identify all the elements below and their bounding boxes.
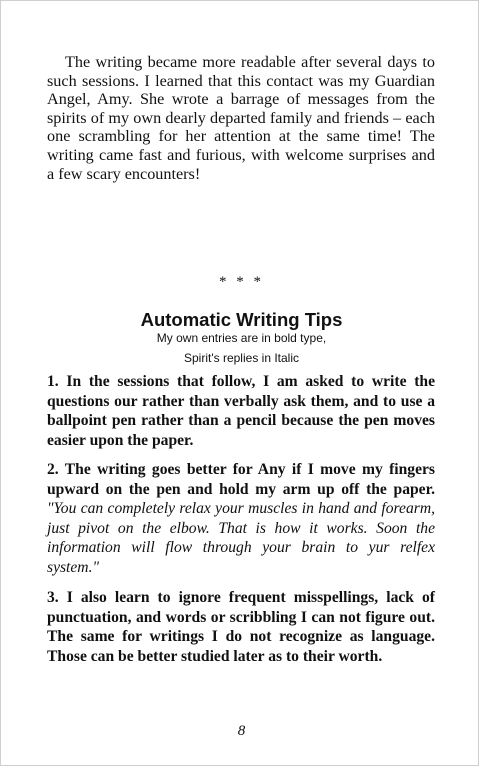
intro-paragraph: The writing became more readable after several days to such sessions. I learned that this contact was my Guardian Angel, Amy. She wrote a barrage of messages from the spirits of my own dearly departed family and friends – each one scrambling for her attention at the same time! The writing came fast and furious, with welcome surprises and a few scary encounters! <box>47 53 435 183</box>
tip-2 <box>47 460 435 578</box>
section-subtitle-line2: Spirit's replies in Italic <box>184 351 299 365</box>
tip-1 <box>47 372 435 450</box>
tip-1-bold: 1. In the sessions that follow, I am asked to write the questions our rather than verbally ask them, and to use a ballpoint pen rather than a pencil because the pen moves easier upon the paper. <box>47 373 435 449</box>
tip-3-bold: 3. I also learn to ignore frequent misspellings, lack of punctuation, and words or scribbling I can not figure out. The same for writings I do not recognize as language. Those can be better studied later as to their worth. <box>47 589 435 665</box>
section-separator: * * * <box>219 274 264 290</box>
tip-2-italic: "You can completely relax your muscles in hand and forearm, just pivot on the elbow. That is how it works. Soon the information will flow through your brain to yur relfex system." <box>47 500 435 576</box>
tip-3 <box>47 588 435 666</box>
tip-2-bold: 2. The writing goes better for Any if I move my fingers upward on the pen and hold my arm up off the paper. <box>47 461 435 498</box>
page-number: 8 <box>237 723 246 739</box>
section-title: Automatic Writing Tips <box>140 309 343 330</box>
section-subtitle-line1: My own entries are in bold type, <box>156 331 327 345</box>
